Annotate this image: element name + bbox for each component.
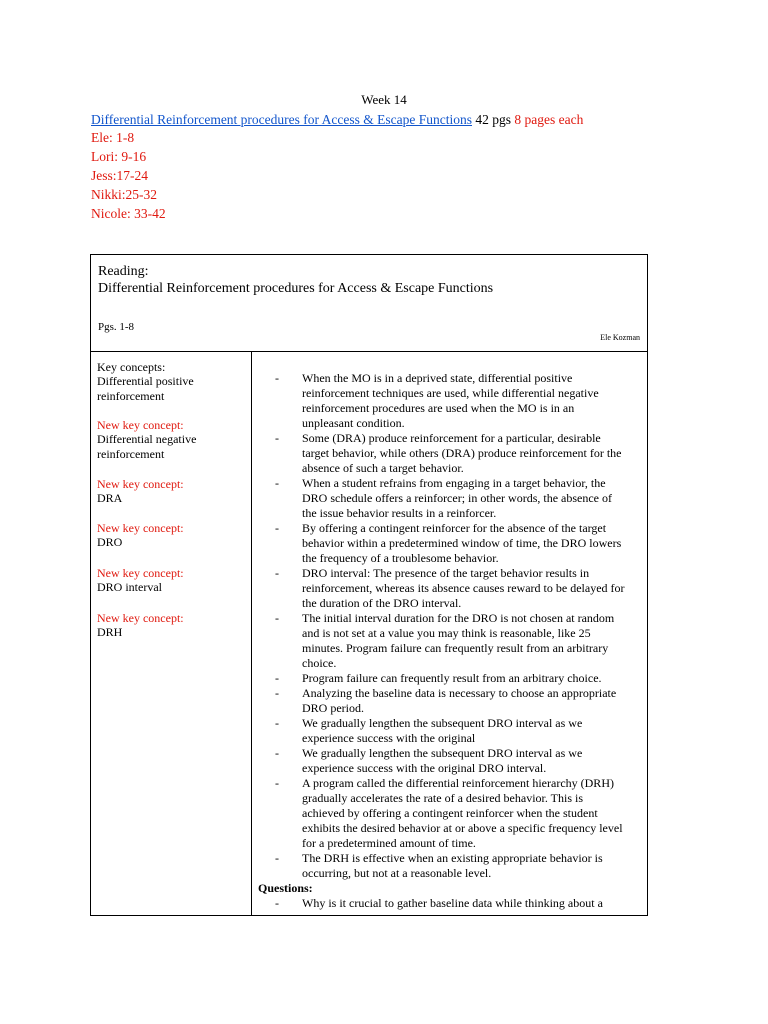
- new-key-concept-label: New key concept:: [97, 566, 184, 580]
- author-name: Ele Kozman: [600, 333, 640, 342]
- concept-differential-positive: Differential positive reinforcement: [97, 374, 194, 403]
- new-key-concept-label: New key concept:: [97, 477, 184, 491]
- note-item: By offering a contingent reinforcer for the absence of the target behavior within a predetermined window of time, the DRO lowers the frequency of a troublesome behavior.: [302, 521, 622, 565]
- notes-column: [252, 351, 647, 915]
- assignment-nikki: Nikki:25-32: [91, 187, 157, 202]
- bullet-dash: -: [275, 371, 279, 385]
- assignment-jess: Jess:17-24: [91, 168, 148, 183]
- key-concepts-column: [91, 351, 252, 915]
- bullet-dash: -: [275, 611, 279, 625]
- question-item: Why is it crucial to gather baseline data while thinking about a: [302, 896, 603, 910]
- reading-label: Reading:: [98, 264, 149, 279]
- reading-title: Differential Reinforcement procedures for Access & Escape Functions: [98, 281, 494, 296]
- bullet-dash: -: [275, 476, 279, 490]
- new-key-concept-label: New key concept:: [97, 418, 184, 432]
- week-heading: Week 14: [361, 92, 407, 107]
- note-item: Some (DRA) produce reinforcement for a particular, desirable target behavior, while others (DRA) produce reinforcement for the absence of such a target behavior.: [302, 431, 622, 475]
- new-key-concept-label: New key concept:: [97, 611, 184, 625]
- note-item: When a student refrains from engaging in a target behavior, the DRO schedule offers a reinforcer; in other words, the absence of the issue behavior results in a reinforcer.: [302, 476, 612, 520]
- concept-dro-interval: DRO interval: [97, 580, 162, 594]
- bullet-dash: -: [275, 431, 279, 445]
- bullet-dash: -: [275, 671, 279, 685]
- reading-link[interactable]: Differential Reinforcement procedures for Access & Escape Functions: [91, 112, 472, 127]
- questions-label: Questions:: [258, 881, 313, 895]
- bullet-dash: -: [275, 851, 279, 865]
- concept-dra: DRA: [97, 491, 123, 505]
- bullet-dash: -: [275, 896, 279, 910]
- bullet-dash: -: [275, 521, 279, 535]
- note-item: We gradually lengthen the subsequent DRO interval as we experience success with the original DRO interval.: [302, 746, 583, 775]
- assignment-ele: Ele: 1-8: [91, 130, 135, 145]
- notes-table: [90, 254, 648, 916]
- note-item: DRO interval: The presence of the target behavior results in reinforcement, whereas its absence causes reward to be delayed for the duration of the DRO interval.: [302, 566, 625, 610]
- note-item: The DRH is effective when an existing appropriate behavior is occurring, but not at a reasonable level.: [302, 851, 603, 880]
- note-item: A program called the differential reinforcement hierarchy (DRH) gradually accelerates the rate of a desired behavior. This is achieved by offering a contingent reinforcer when the student exhibits the desired behavior at or above a specific frequency level for a predetermined amount of time.: [302, 776, 623, 850]
- bullet-dash: -: [275, 566, 279, 580]
- new-key-concept-label: New key concept:: [97, 521, 184, 535]
- page-range: Pgs. 1-8: [98, 321, 135, 333]
- table-header: [91, 255, 647, 352]
- assignment-nicole: Nicole: 33-42: [91, 206, 166, 221]
- bullet-dash: -: [275, 686, 279, 700]
- concept-drh: DRH: [97, 625, 123, 639]
- pages-each-note: 8 pages each: [514, 112, 584, 127]
- bullet-dash: -: [275, 746, 279, 760]
- page-count: 42 pgs: [475, 112, 512, 127]
- assignment-lori: Lori: 9-16: [91, 149, 147, 164]
- note-item: Program failure can frequently result from an arbitrary choice.: [302, 671, 602, 685]
- key-concepts-label: Key concepts:: [97, 360, 166, 374]
- note-item: We gradually lengthen the subsequent DRO interval as we experience success with the original: [302, 716, 583, 745]
- concept-differential-negative: Differential negative reinforcement: [97, 432, 197, 461]
- reading-assignment-line: [91, 112, 583, 128]
- bullet-dash: -: [275, 776, 279, 790]
- note-item: When the MO is in a deprived state, differential positive reinforcement techniques are used, while differential negative reinforcement procedures are used when the MO is in an unpleasant condition.: [302, 371, 599, 430]
- concept-dro: DRO: [97, 535, 123, 549]
- note-item: Analyzing the baseline data is necessary to choose an appropriate DRO period.: [302, 686, 617, 715]
- note-item: The initial interval duration for the DRO is not chosen at random and is not set at a value you may think is reasonable, like 25 minutes. Program failure can frequently result from an arbitrary choice.: [302, 611, 615, 670]
- bullet-dash: -: [275, 716, 279, 730]
